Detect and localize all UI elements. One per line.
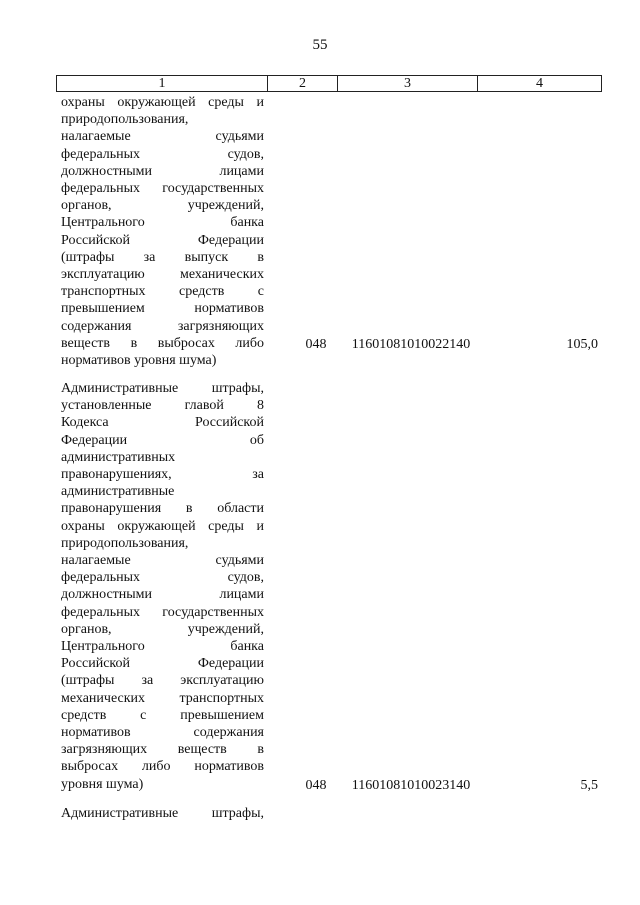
table-row-2-amount: 5,5 <box>580 778 598 793</box>
description-line: транспортных средств с <box>61 284 264 300</box>
description-line: Российской Федерации <box>61 232 264 248</box>
description-line: (штрафы за эксплуатацию <box>61 673 264 689</box>
description-line: Федерации об <box>61 432 264 448</box>
description-line: должностными лицами <box>61 163 264 179</box>
table-row-1-code: 048 <box>305 337 327 352</box>
description-line: правонарушениях, за <box>61 467 264 483</box>
description-line: правонарушения в области <box>61 501 264 517</box>
description-line: выбросах либо нормативов <box>61 759 264 775</box>
table-row-1-amount: 105,0 <box>566 337 598 352</box>
description-line: налагаемые судьями <box>61 129 264 145</box>
header-col-4: 4 <box>536 76 543 91</box>
description-line: уровня шума) <box>61 776 144 792</box>
description-line: должностными лицами <box>61 587 264 603</box>
description-line: федеральных судов, <box>61 570 264 586</box>
description-line: федеральных судов, <box>61 146 264 162</box>
description-line: механических транспортных <box>61 690 264 706</box>
description-line: (штрафы за выпуск в <box>61 249 264 265</box>
description-line: содержания загрязняющих <box>61 318 264 334</box>
description-line: веществ в выбросах либо <box>61 335 264 351</box>
description-line: природопользования, <box>61 112 189 128</box>
description-line: налагаемые судьями <box>61 553 264 569</box>
description-line: нормативов уровня шума) <box>61 353 217 369</box>
description-line: органов, учреждений, <box>61 198 264 214</box>
page-number: 55 <box>312 37 328 53</box>
table-row-3-description <box>61 805 264 822</box>
header-col-1: 1 <box>57 76 268 91</box>
table-row-2-description <box>61 380 264 793</box>
description-line: нормативов содержания <box>61 725 264 741</box>
description-line: природопользования, <box>61 535 189 551</box>
description-line: охраны окружающей среды и <box>61 95 264 110</box>
description-line: средств с превышением <box>61 707 264 723</box>
table-row-2-code: 048 <box>305 778 327 793</box>
description-line: Центрального банка <box>61 639 264 655</box>
description-line: Административные штрафы, <box>61 381 264 396</box>
description-line: охраны окружающей среды и <box>61 518 264 534</box>
description-line: Кодекса Российской <box>61 415 264 431</box>
header-col-2: 2 <box>268 76 338 91</box>
description-line: загрязняющих веществ в <box>61 742 264 758</box>
table-header <box>56 75 602 92</box>
table-row-1-kbk: 11601081010022140 <box>351 337 471 352</box>
description-line: административных <box>61 449 176 465</box>
description-line: Административные штрафы, <box>61 806 264 821</box>
description-line: федеральных государственных <box>61 604 264 620</box>
description-line: административные <box>61 484 175 500</box>
table-row-1-description <box>61 94 264 369</box>
description-line: Российской Федерации <box>61 656 264 672</box>
header-col-3: 3 <box>338 76 478 91</box>
description-line: установленные главой 8 <box>61 398 264 414</box>
description-line: Центрального банка <box>61 215 264 231</box>
description-line: эксплуатацию механических <box>61 267 264 283</box>
description-line: федеральных государственных <box>61 181 264 197</box>
description-line: превышением нормативов <box>61 301 264 317</box>
description-line: органов, учреждений, <box>61 621 264 637</box>
table-row-2-kbk: 11601081010023140 <box>351 778 471 793</box>
